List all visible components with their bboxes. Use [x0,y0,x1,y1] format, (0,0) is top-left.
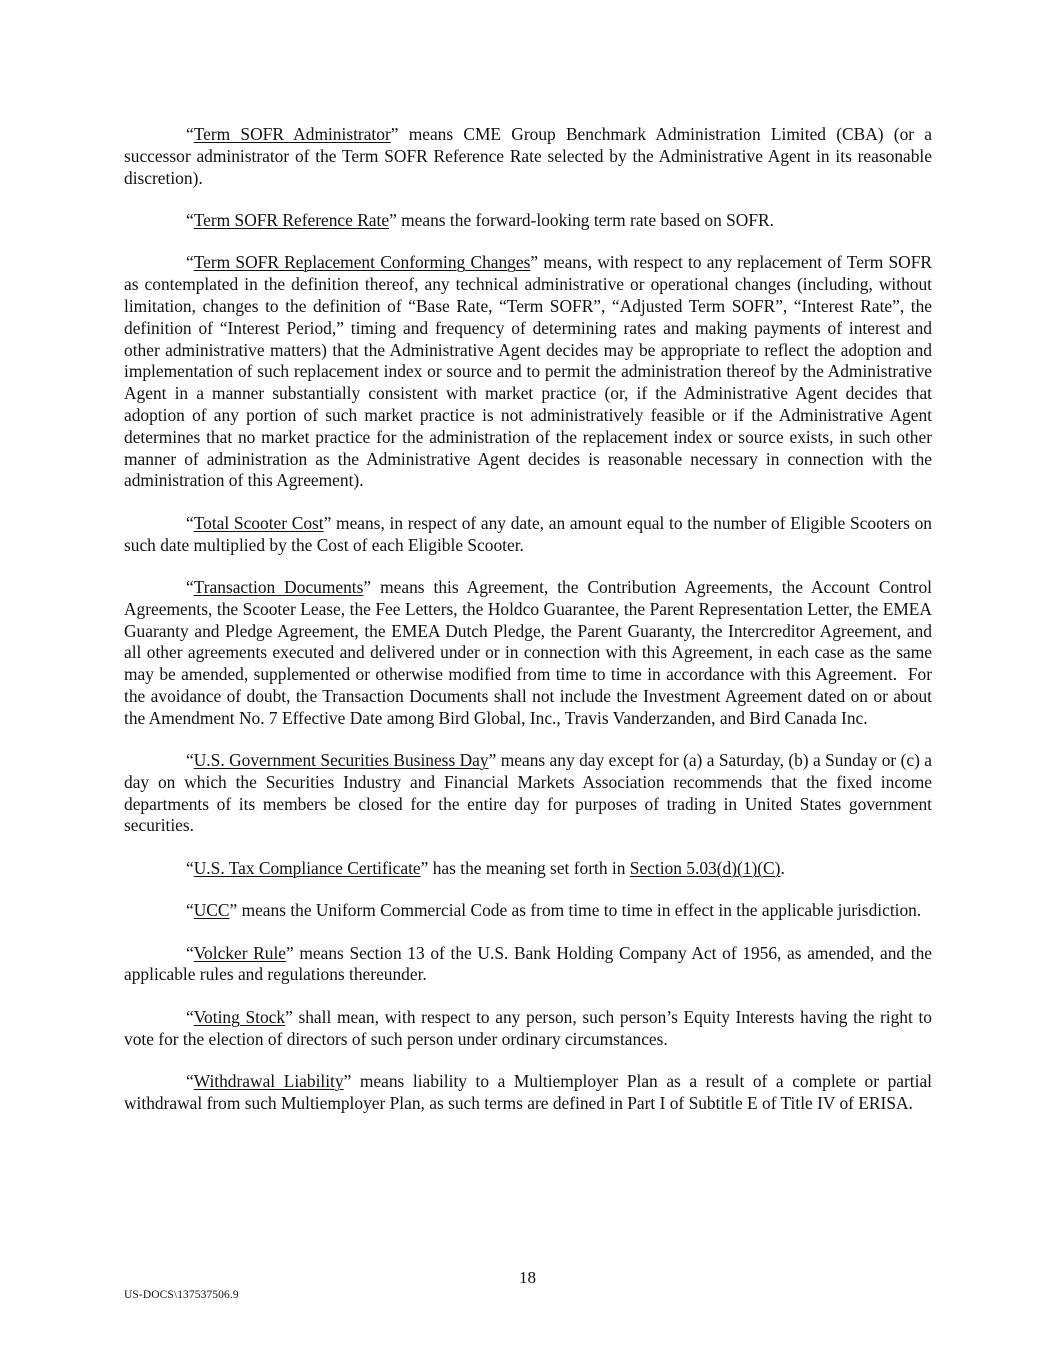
defined-term: Transaction Documents [193,576,364,597]
defined-term: Term SOFR Reference Rate [193,209,390,230]
defined-term: UCC [193,900,230,921]
defined-term: U.S. Tax Compliance Certificate [193,857,421,878]
open-quote: “ [186,209,194,230]
definition-text: ” means the Uniform Commercial Code as from time to time in effect in the applicable jurisdiction. [229,900,922,921]
defined-term: Term SOFR Administrator [193,124,391,144]
definition-text: ” means Section 13 of the U.S. Bank Holding Company Act of 1956, as amended, and the applicable rules and regulations thereunder. [124,942,932,985]
defined-term: Total Scooter Cost [193,512,324,533]
open-quote: “ [186,252,194,273]
definition-transaction-documents [124,577,932,730]
definition-withdrawal-liability [124,1071,932,1115]
open-quote: “ [186,750,194,771]
open-quote: “ [186,857,194,878]
open-quote: “ [186,942,194,963]
document-page [124,124,932,1135]
open-quote: “ [186,900,194,921]
definition-tail: . [780,857,785,878]
definition-text: ” means, with respect to any replacement of Term SOFR as contemplated in the definition thereof, any technical administrative or operational changes (including, without limitation, changes to the definition of “Base Rate, “Term SOFR”, “Adjusted Term SOFR”, “Interest Rate”, the definition of “Interest Period,” timing and frequency of determining rates and making payments of interest and other administrative matters) that the Administrative Agent decides may be appropriate to reflect the adoption and implementation of such replacement index or source and to permit the administration thereof by the Administrative Agent in a manner substantially consistent with market practice (or, if the Administrative Agent decides that adoption of any portion of such market practice is not administratively feasible or if the Administrative Agent determines that no market practice for the administration of the replacement index or source exists, in such other manner of administration as the Administrative Agent decides is reasonable necessary in connection with the administration of this Agreement). [124,252,932,491]
definition-term-sofr-reference-rate [124,210,932,232]
section-cross-reference: Section 5.03(d)(1)(C) [629,857,781,878]
defined-term: Voting Stock [193,1006,286,1027]
definition-text: ” means CME Group Benchmark Administration Limited (CBA) (or a successor administrator of the Term SOFR Reference Rate selected by the Administrative Agent in its reasonable discretion). [124,124,933,188]
defined-term: U.S. Government Securities Business Day [193,750,489,771]
open-quote: “ [186,1006,194,1027]
defined-term: Term SOFR Replacement Conforming Changes [193,252,531,273]
definition-term-sofr-administrator [124,124,932,189]
definition-text: ” means this Agreement, the Contribution Agreements, the Account Control Agreements, the Scooter Lease, the Fee Letters, the Holdco Guarantee, the Parent Representation Letter, the EMEA Guaranty and Pledge Agreement, the EMEA Dutch Pledge, the Parent Guaranty, the Intercreditor Agreement, and all other agreements executed and delivered under or in connection with this Agreement, in each case as the same may be amended, supplemented or otherwise modified from time to time in accordance with this Agreement. For the avoidance of doubt, the Transaction Documents shall not include the Investment Agreement dated on or about the Amendment No. 7 Effective Date among Bird Global, Inc., Travis Vanderzanden, and Bird Canada Inc. [124,576,932,728]
open-quote: “ [186,512,194,533]
definition-us-tax-compliance-certificate [124,858,932,880]
open-quote: “ [186,1071,194,1092]
definition-text: ” means, in respect of any date, an amount equal to the number of Eligible Scooters on such date multiplied by the Cost of each Eligible Scooter. [124,512,932,555]
definition-term-sofr-replacement-conforming-changes [124,252,932,492]
definition-text: ” means liability to a Multiemployer Plan as a result of a complete or partial withdrawal from such Multiemployer Plan, as such terms are defined in Part I of Subtitle E of Title IV of ERISA. [124,1071,932,1113]
definition-total-scooter-cost [124,513,932,557]
definition-text: ” has the meaning set forth in [420,857,630,878]
definition-text: ” shall mean, with respect to any person, such person’s Equity Interests having the right to vote for the election of directors of such person under ordinary circumstances. [124,1006,933,1049]
document-id: US-DOCS\137537506.9 [124,1289,239,1301]
defined-term: Volcker Rule [193,942,287,963]
definition-voting-stock [124,1007,932,1051]
definition-text: ” means any day except for (a) a Saturday, (b) a Sunday or (c) a day on which the Securities Industry and Financial Markets Association recommends that the fixed income departments of its members be closed for the entire day for purposes of trading in United States government securities. [124,750,933,836]
definition-ucc [124,900,932,922]
defined-term: Withdrawal Liability [193,1071,344,1092]
definition-text: ” means the forward-looking term rate based on SOFR. [389,209,774,230]
open-quote: “ [186,124,194,144]
open-quote: “ [186,576,194,597]
definition-us-government-securities-business-day [124,750,932,837]
page-number: 18 [519,1268,536,1287]
definition-volcker-rule [124,943,932,987]
